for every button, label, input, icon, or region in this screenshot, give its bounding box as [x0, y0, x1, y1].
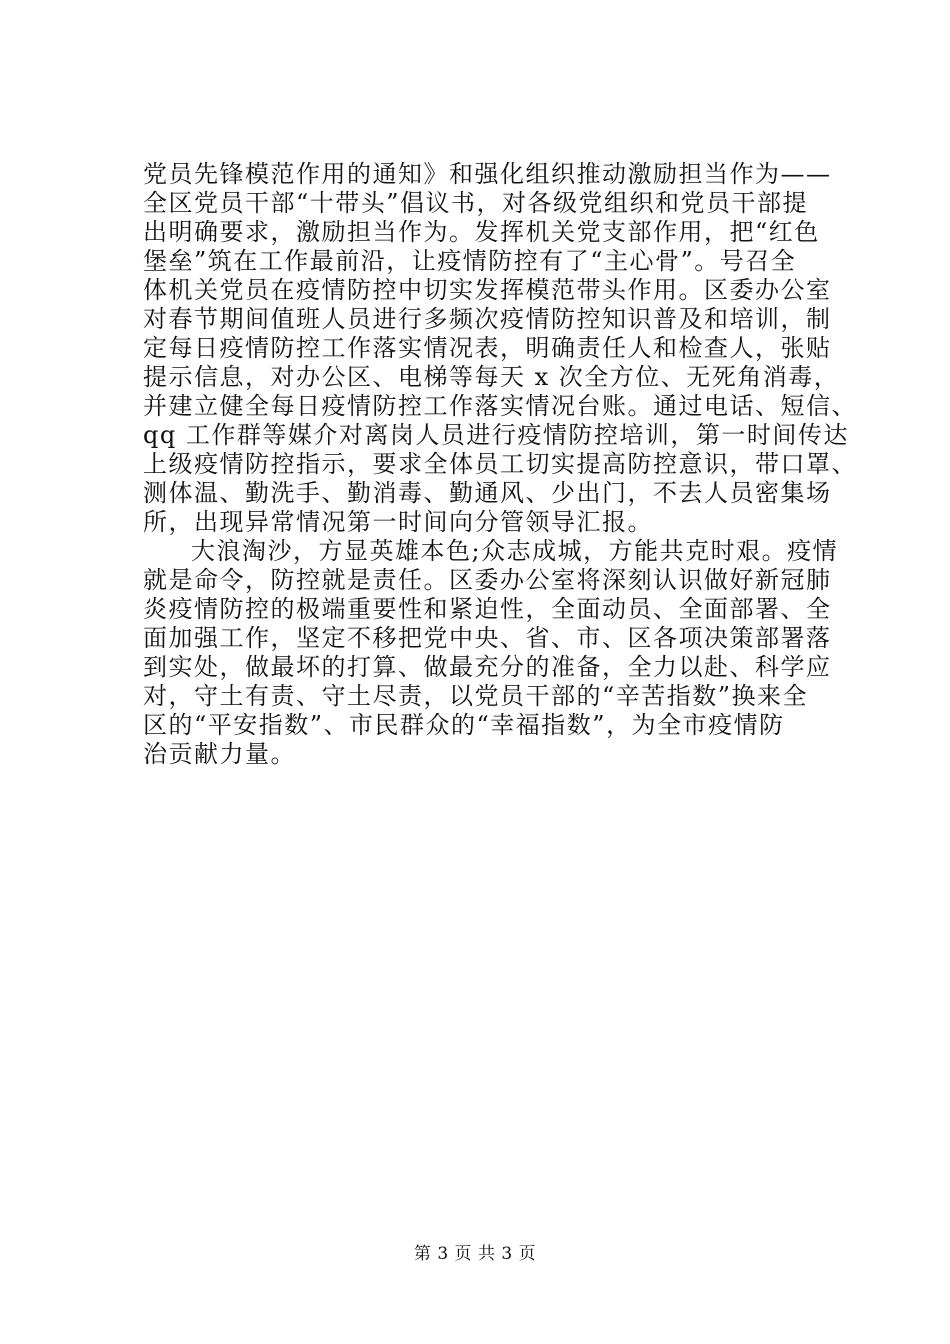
text-line: 就是命令，防控就是责任。区委办公室将深刻认识做好新冠肺	[143, 566, 832, 594]
text-line: 大浪淘沙，方显英雄本色;众志成城，方能共克时艰。疫情	[191, 537, 839, 565]
text-line: 对春节期间值班人员进行多频次疫情防控知识普及和培训，制	[143, 305, 832, 333]
text-line: 炎疫情防控的极端重要性和紧迫性，全面动员、全面部署、全	[143, 595, 832, 623]
text-line: 并建立健全每日疫情防控工作落实情况台账。通过电话、短信、	[143, 392, 857, 420]
text-line: 出明确要求，激励担当作为。发挥机关党支部作用，把“红色	[143, 218, 820, 246]
text-line: 堡垒”筑在工作最前沿，让疫情防控有了“主心骨”。号召全	[143, 247, 797, 275]
paragraph-2	[143, 537, 839, 769]
text-line: 体机关党员在疫情防控中切实发挥模范带头作用。区委办公室	[143, 276, 832, 304]
text-line: 到实处，做最坏的打算、做最充分的准备，全力以赴、科学应	[143, 653, 832, 681]
text-line: 面加强工作，坚定不移把党中央、省、市、区各项决策部署落	[143, 624, 832, 652]
text-line: qq 工作群等媒介对离岗人员进行疫情防控培训，第一时间传达	[143, 421, 849, 449]
text-line: 所，出现异常情况第一时间向分管领导汇报。	[143, 508, 653, 536]
text-line: 定每日疫情防控工作落实情况表，明确责任人和检查人，张贴	[143, 334, 832, 362]
text-line: 区的“平安指数”、市民群众的“幸福指数”，为全市疫情防	[143, 711, 785, 739]
text-line: 治贡献力量。	[143, 740, 296, 768]
text-line: 上级疫情防控指示，要求全体员工切实提高防控意识，带口罩、	[143, 450, 857, 478]
text-line: 全区党员干部“十带头”倡议书，对各级党组织和党员干部提	[143, 189, 809, 217]
text-line: 提示信息，对办公区、电梯等每天 x 次全方位、无死角消毒，	[143, 363, 840, 391]
text-line: 测体温、勤洗手、勤消毒、勤通风、少出门，不去人员密集场	[143, 479, 832, 507]
document-body	[143, 160, 857, 769]
text-line: 党员先锋模范作用的通知》和强化组织推动激励担当作为——	[143, 160, 832, 188]
page-number-footer: 第 3 页 共 3 页	[413, 1244, 537, 1264]
paragraph-1	[143, 160, 857, 537]
text-line: 对，守土有责、守土尽责，以党员干部的“辛苦指数”换来全	[143, 682, 809, 710]
